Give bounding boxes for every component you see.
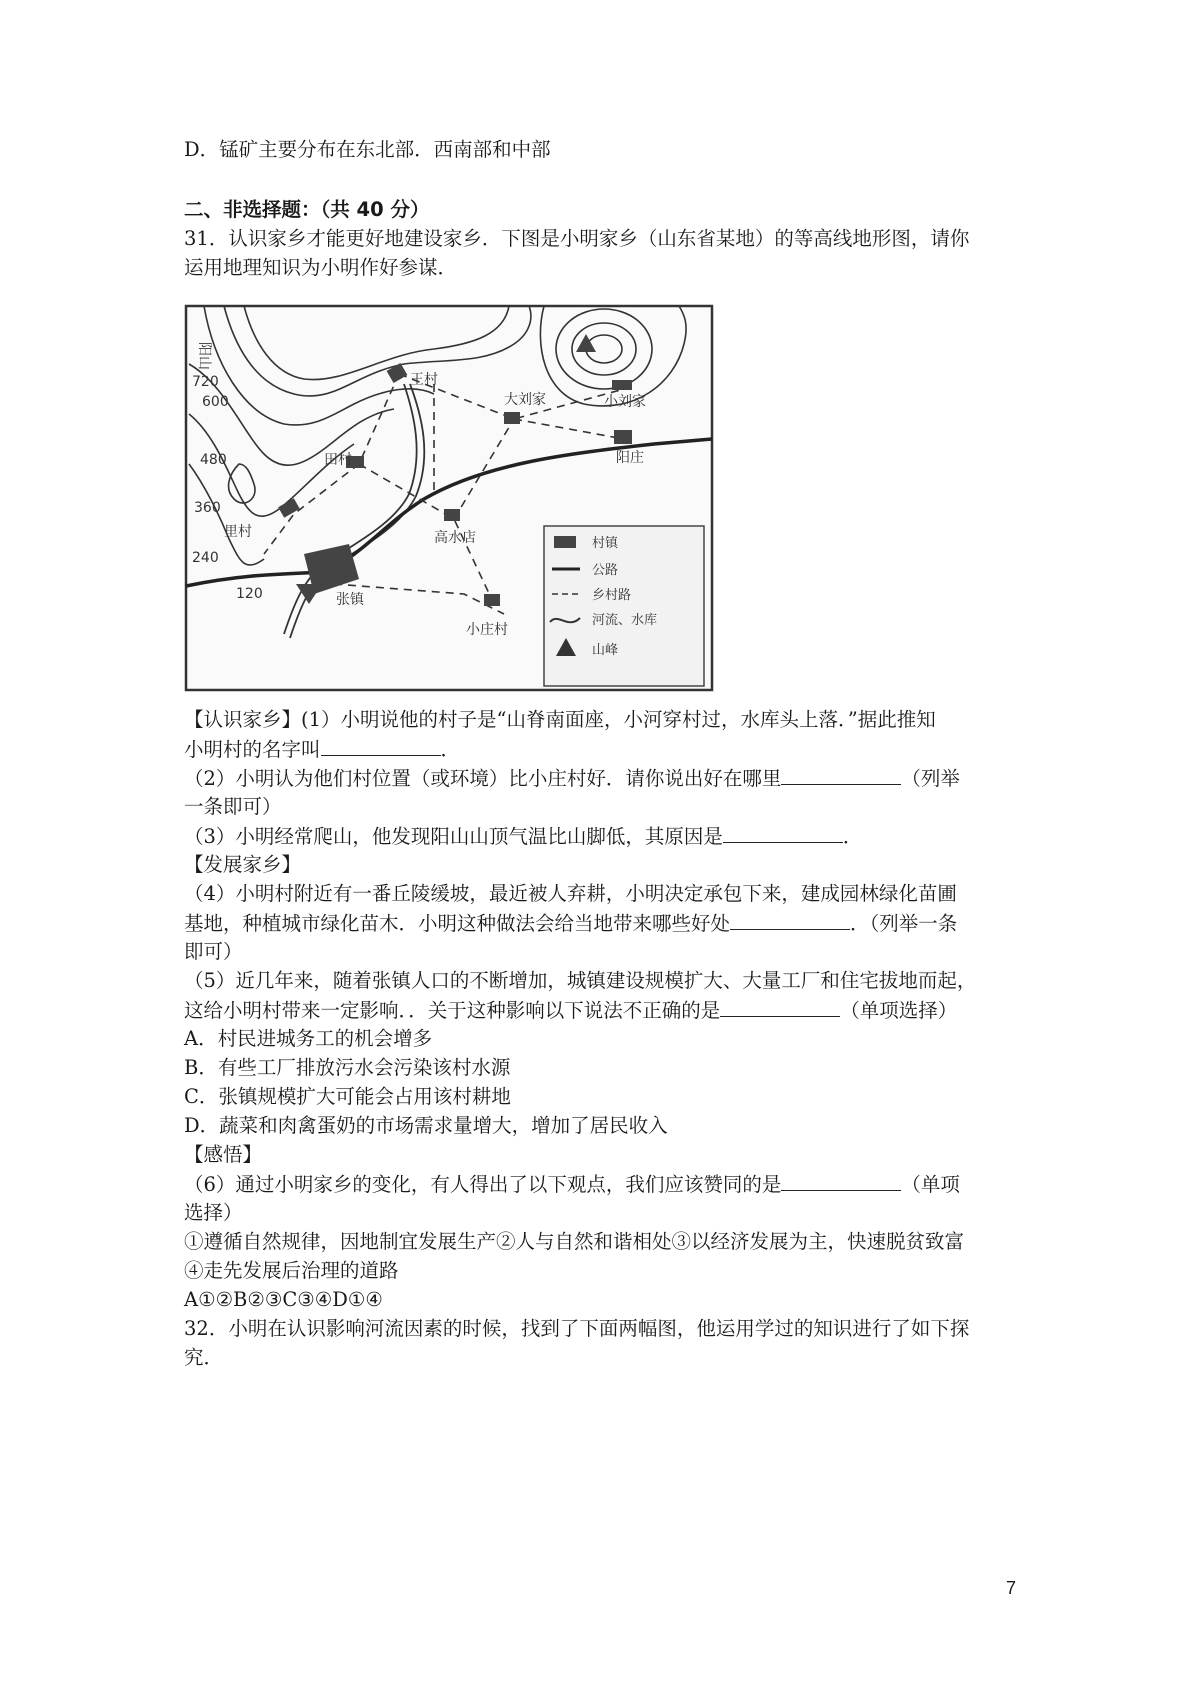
text: ．	[440, 738, 461, 761]
contour-480: 480	[200, 452, 227, 468]
q31-p5-line2	[184, 996, 957, 1025]
q31-p1-line1: 【认识家乡】(1）小明说他的村子是“山脊南面座，小河穿村过，水库头上落．”据此推知	[184, 708, 936, 731]
text: （单项选择）	[840, 999, 958, 1022]
q32-line1: 32．小明在认识影响河流因素的时候，找到了下面两幅图，他运用学过的知识进行了如下探	[184, 1317, 970, 1340]
text: （2）小明认为他们村位置（或环境）比小庄村好．请你说出好在哪里	[184, 767, 782, 790]
text: 这给小明村带来一定影响．．关于这种影响以下说法不正确的是	[184, 999, 721, 1022]
q31-p4-line3: 即可）	[184, 940, 243, 963]
q31-p2-line1	[184, 764, 960, 793]
contour-600: 600	[202, 394, 229, 410]
q31-p1-line2	[184, 735, 460, 764]
legend-highway: 公路	[592, 563, 619, 578]
legend-country-road: 乡村路	[592, 588, 632, 603]
village-xiaoliujia: 小刘家	[604, 394, 646, 410]
answer-blank-1[interactable]	[321, 735, 441, 756]
village-daliujia: 大刘家	[504, 392, 546, 408]
contour-360: 360	[194, 500, 221, 516]
q32-line2: 究．	[184, 1346, 224, 1369]
answer-blank-3[interactable]	[723, 822, 843, 843]
q31-p4-line1: （4）小明村附近有一番丘陵缓坡，最近被人弃耕，小明决定承包下来，建成园林绿化苗圃	[184, 882, 957, 905]
answer-blank-6[interactable]	[781, 1170, 901, 1191]
q31-p4-line2	[184, 909, 957, 938]
section-heading: 二、非选择题：（共 40 分）	[184, 198, 430, 221]
legend-river: 河流、水库	[592, 613, 658, 628]
village-gaoshuidian: 高水店	[434, 530, 476, 546]
q31-p5-option-c: C．张镇规模扩大可能会占用该村耕地	[184, 1085, 511, 1108]
q31-p6-line3: ①遵循自然规律，因地制宜发展生产②人与自然和谐相处③以经济发展为主，快速脱贫致富	[184, 1230, 965, 1253]
answer-blank-2[interactable]	[781, 764, 901, 785]
q31-intro-2: 运用地理知识为小明作好参谋．	[184, 256, 458, 279]
text: ．（列举一条	[850, 912, 958, 935]
village-wangcun: 王村	[410, 372, 438, 388]
q31-p6-line2: 选择）	[184, 1201, 243, 1224]
village-zhangzhen: 张镇	[336, 592, 364, 608]
text: （6）通过小明家乡的变化，有人得出了以下观点，我们应该赞同的是	[184, 1173, 782, 1196]
q31-p5-option-a: A．村民进城务工的机会增多	[184, 1027, 433, 1050]
q31-p6-choices: A①②B②③C③④D①④	[184, 1288, 383, 1311]
q31-p5-option-b: B．有些工厂排放污水会污染该村水源	[184, 1056, 511, 1079]
q31-p5-line1: （5）近几年来，随着张镇人口的不断增加，城镇建设规模扩大、大量工厂和住宅拔地而起，	[184, 969, 977, 992]
q31-p6-line4: ④走先发展后治理的道路	[184, 1259, 399, 1282]
q31-p5-option-d: D．蔬菜和肉禽蛋奶的市场需求量增大，增加了居民收入	[184, 1114, 668, 1137]
text: （单项	[901, 1173, 960, 1196]
answer-blank-4[interactable]	[730, 909, 850, 930]
q31-p2-line2: 一条即可）	[184, 795, 282, 818]
village-tiancun: 田村	[324, 452, 352, 468]
text: （列举	[901, 767, 960, 790]
legend-peak: 山峰	[592, 643, 619, 658]
village-licun: 里村	[224, 524, 252, 540]
contour-map	[184, 304, 714, 694]
legend-village: 村镇	[592, 536, 619, 551]
village-xiaozhuangcun: 小庄村	[466, 622, 508, 638]
q31-p3	[184, 822, 862, 851]
text: ．	[842, 825, 863, 848]
map-legend	[544, 526, 704, 686]
q31-intro-1: 31．认识家乡才能更好地建设家乡．下图是小明家乡（山东省某地）的等高线地形图，请你	[184, 227, 970, 250]
insight-heading: 【感悟】	[184, 1143, 263, 1166]
contour-120: 120	[236, 586, 263, 602]
text: 基地，种植城市绿化苗木．小明这种做法会给当地带来哪些好处	[184, 912, 731, 935]
contour-240: 240	[192, 550, 219, 566]
contour-720: 720	[192, 374, 219, 390]
text: （3）小明经常爬山，他发现阳山山顶气温比山脚低，其原因是	[184, 825, 723, 848]
q31-p6-line1	[184, 1170, 960, 1199]
develop-heading: 【发展家乡】	[184, 853, 302, 876]
answer-blank-5[interactable]	[720, 996, 840, 1017]
label-yangshan: 阳山	[196, 342, 212, 370]
page-number: 7	[1006, 1578, 1017, 1598]
prev-option-d: D．锰矿主要分布在东北部．西南部和中部	[184, 138, 551, 161]
village-yangzhuang: 阳庄	[616, 450, 644, 466]
text: 小明村的名字叫	[184, 738, 321, 761]
